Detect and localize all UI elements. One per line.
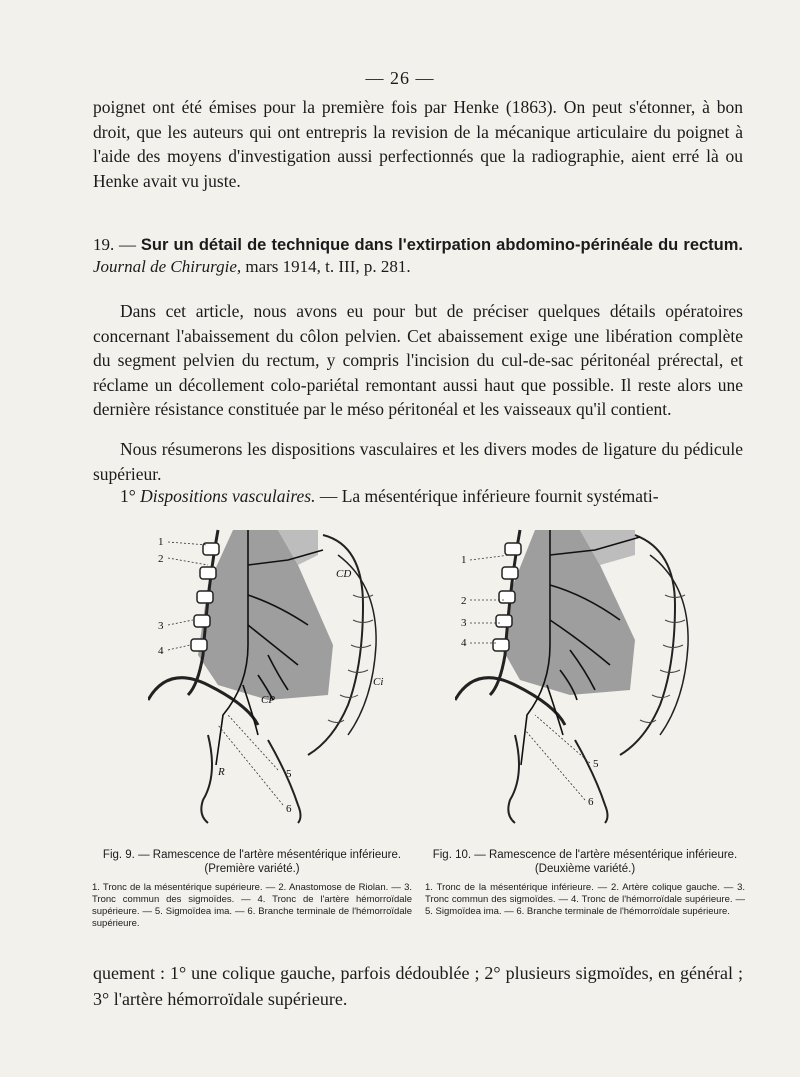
haustra [328,595,373,723]
paragraph-summary: Nous résumerons les dispositions vasculaires et les divers modes de ligature du pédicule supérieur. [93,439,743,484]
figure-9-illustration [148,525,403,825]
paragraph-vascular-intro [93,484,743,509]
figure-10-drawing [455,525,710,825]
figure-10-label-6: 6 [588,796,594,808]
figure-9-label-2: 2 [158,553,164,565]
paragraph-henke: poignet ont été émises pour la première fois par Henke (1863). On peut s'étonner, à bon droit, que les auteurs qui ont entrepris la revision de la mécanique articulaire du poignet à l'aide des moyens d'investigation aussi perfectionnés que la radiographie, aient erré là ou Henke avait vu juste. [93,97,743,191]
rectum-right [575,740,608,823]
entry-reference: mars 1914, t. III, p. 281. [241,257,411,276]
rectum-right [268,740,301,823]
bibliography-entry [93,234,743,278]
list-marker: 1° [120,486,141,506]
figure-9-label-cp: CP [261,694,276,706]
figure-9-caption-title: Fig. 9. — Ramescence de l'artère mésentérique inférieure. (Première variété.) [102,849,402,875]
figure-9-label-ci: Ci [373,676,384,688]
figure-9-legend: 1. Tronc de la mésentérique supérieure. — 2. Anastomose de Riolan. — 3. Tronc commun des sigmoïdes. — 4. Tronc de l'artère hémorroïdale supérieure. — 5. Sigmoïdea ima. — 6. Branche terminale de l'hémorroïdale supérieure. [92,882,412,929]
figure-10-label-4: 4 [461,637,467,649]
figure-9-label-4: 4 [158,645,164,657]
figure-9-drawing [148,525,403,825]
figure-9-label-cd: CD [336,568,352,580]
entry-number: 19. — [93,235,141,254]
page-number: — 26 — [365,68,435,88]
rectum-left [201,735,212,823]
figure-9-label-6: 6 [286,803,292,815]
figure-9-caption [92,848,412,930]
haustra [640,595,685,723]
entry-journal: Journal de Chirurgie, [93,257,242,276]
section-heading: Dispositions vasculaires. [140,486,316,506]
figure-9-label-r: R [218,766,225,778]
figure-10-label-3: 3 [461,617,467,629]
paragraph-conclusion: quement : 1° une colique gauche, parfois dédoublée ; 2° plusieurs sigmoïdes, en général ; 3° l'artère hémorroïdale supérieure. [93,963,743,1009]
figure-9-label-5: 5 [286,768,292,780]
figure-10-label-5: 5 [593,758,599,770]
figure-10-label-2: 2 [461,595,467,607]
figure-10-legend: 1. Tronc de la mésentérique inférieure. — 2. Artère colique gauche. — 3. Tronc commun des sigmoïdes. — 4. Tronc de l'hémorroïdale supérieure. — 5. Sigmoïdea ima. — 6. Branche terminale de l'hémorroïdale supérieure. [425,882,745,917]
paragraph-article-purpose: Dans cet article, nous avons eu pour but de préciser quelques détails opératoires concernant l'abaissement du côlon pelvien. Cet abaissement exige une libération complète du segment pelvien du rectum, y compris l'incision du cul-de-sac péritonéal prérectal, et réclame un décollement colo-pariétal remontant aussi haut que possible. Il reste alors une dernière résistance constituée par le méso péritonéal et les vaisseaux qu'il contient. [93,301,743,419]
figure-10-label-1: 1 [461,554,467,566]
rectum-left [508,735,519,823]
figure-9-label-3: 3 [158,620,164,632]
figure-10-illustration [455,525,710,825]
entry-title: Sur un détail de technique dans l'extirpation abdomino-périnéale du rectum. [140,236,744,254]
figure-9-label-1: 1 [158,536,164,548]
figure-10-caption [425,848,745,918]
figure-10-caption-title: Fig. 10. — Ramescence de l'artère mésentérique inférieure. (Deuxième variété.) [432,849,738,875]
section-text: — La mésentérique inférieure fournit systémati- [315,486,659,506]
